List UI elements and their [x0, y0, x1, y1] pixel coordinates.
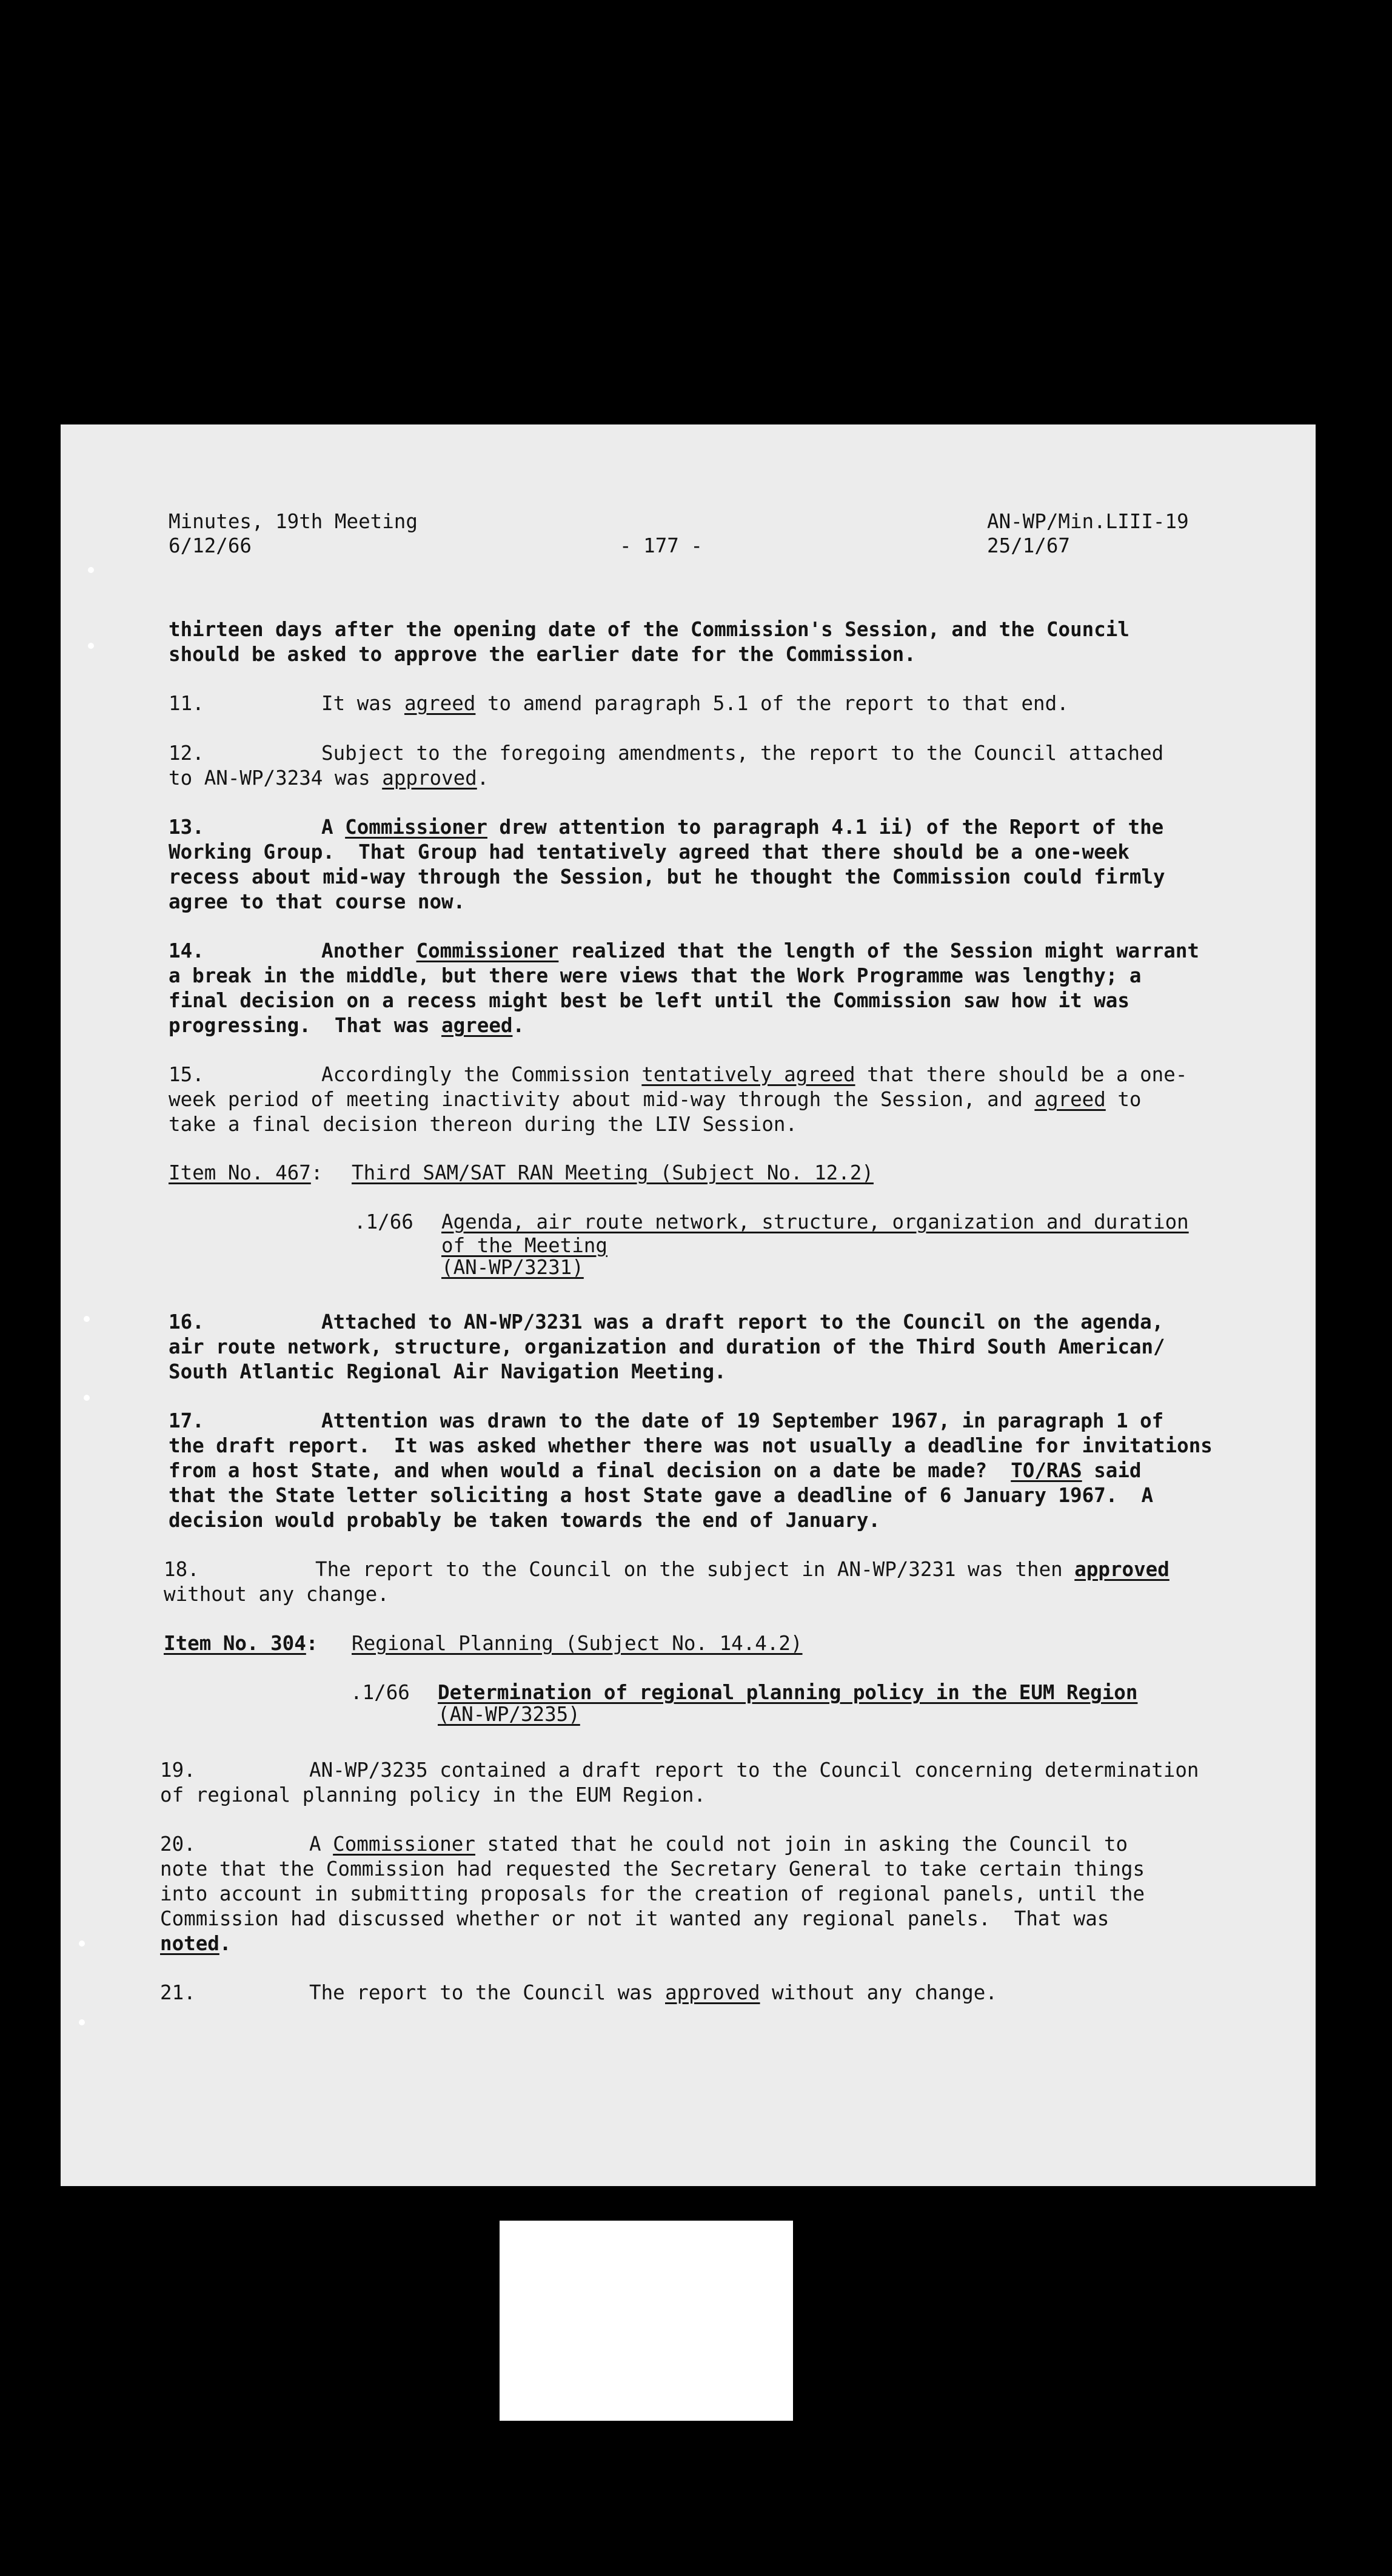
para-19-number: 19.	[160, 1759, 196, 1782]
para-17-line-3: from a host State, and when would a final decision on a date be made? TO/RAS said	[169, 1459, 1142, 1482]
para-17-line-2: the draft report. It was asked whether there was not usually a deadline for invitations	[169, 1434, 1213, 1457]
para-13-line-1: A Commissioner drew attention to paragraph 4.1 ii) of the Report of the	[321, 816, 1164, 839]
para-18-line-2: without any change.	[164, 1583, 389, 1606]
para-17-line-4: that the State letter soliciting a host State gave a deadline of 6 January 1967. A	[169, 1484, 1154, 1507]
margin-speck	[88, 567, 94, 573]
item-467-sub-line-2: of the Meeting	[441, 1234, 607, 1257]
para-14-number: 14.	[169, 939, 204, 962]
para-16-line-2: air route network, structure, organization and duration of the Third South American/	[169, 1335, 1165, 1358]
para-18-number: 18.	[164, 1558, 199, 1581]
margin-speck	[88, 643, 94, 649]
para-13-line-3: recess about mid-way through the Session, but he thought the Commission could firmly	[169, 865, 1165, 888]
item-467-sub-line-1: Agenda, air route network, structure, organization and duration	[441, 1210, 1189, 1233]
para-17-line-5: decision would probably be taken towards the end of January.	[169, 1509, 880, 1532]
para-19-line-2: of regional planning policy in the EUM Region.	[160, 1783, 706, 1806]
para-20-line-4: Commission had discussed whether or not it wanted any regional panels. That was	[160, 1907, 1109, 1930]
margin-speck	[79, 1940, 85, 1947]
para-15-number: 15.	[169, 1063, 204, 1086]
para-13-number: 13.	[169, 816, 204, 839]
para-14-line-4: progressing. That was agreed.	[169, 1014, 525, 1037]
para-14-line-1: Another Commissioner realized that the length of the Session might warrant	[321, 939, 1199, 962]
para-12-line-1: Subject to the foregoing amendments, the report to the Council attached	[321, 742, 1164, 765]
para-17-line-1: Attention was drawn to the date of 19 September 1967, in paragraph 1 of	[321, 1409, 1164, 1432]
para-15-line-2: week period of meeting inactivity about mid-way through the Session, and agreed to	[169, 1088, 1142, 1111]
item-304-sub-ref: (AN-WP/3235)	[438, 1703, 580, 1726]
para-15-line-1: Accordingly the Commission tentatively agreed that there should be a one-	[321, 1063, 1188, 1086]
para-16-line-3: South Atlantic Regional Air Navigation Meeting.	[169, 1360, 726, 1383]
para-20-line-2: note that the Commission had requested the Secretary General to take certain things	[160, 1857, 1145, 1880]
item-304-title: Regional Planning (Subject No. 14.4.2)	[352, 1632, 803, 1655]
margin-speck	[79, 2019, 85, 2025]
continuation-line-2: should be asked to approve the earlier date for the Commission.	[169, 643, 916, 666]
header-right-line1: AN-WP/Min.LIII-19	[987, 510, 1189, 533]
continuation-line-1: thirteen days after the opening date of the Commission's Session, and the Council	[169, 618, 1129, 641]
para-13-line-2: Working Group. That Group had tentatively agreed that there should be a one-week	[169, 840, 1129, 864]
para-20-number: 20.	[160, 1833, 196, 1856]
page-number: - 177 -	[620, 534, 703, 557]
para-16-number: 16.	[169, 1310, 204, 1333]
item-304-sub-number: .1/66	[350, 1681, 410, 1704]
document-page	[61, 424, 1316, 2186]
blank-card	[500, 2221, 793, 2421]
para-11-number: 11.	[169, 692, 204, 715]
para-14-line-3: final decision on a recess might best be left until the Commission saw how it was	[169, 989, 1129, 1012]
para-21-text: The report to the Council was approved without any change.	[309, 1981, 997, 2004]
para-15-line-3: take a final decision thereon during the LIV Session.	[169, 1113, 798, 1136]
item-304-heading: Item No. 304:	[164, 1632, 318, 1655]
margin-speck	[84, 1395, 90, 1401]
para-11-text: It was agreed to amend paragraph 5.1 of the report to that end.	[321, 692, 1069, 715]
para-21-number: 21.	[160, 1981, 196, 2004]
para-13-line-4: agree to that course now.	[169, 890, 466, 913]
para-20-line-5: noted.	[160, 1932, 232, 1955]
para-20-line-3: into account in submitting proposals for the creation of regional panels, until the	[160, 1882, 1145, 1905]
para-20-line-1: A Commissioner stated that he could not join in asking the Council to	[309, 1833, 1128, 1856]
para-18-line-1: The report to the Council on the subject in AN-WP/3231 was then approved	[315, 1558, 1169, 1581]
header-left-line1: Minutes, 19th Meeting	[169, 510, 418, 533]
header-left-line2: 6/12/66	[169, 534, 252, 557]
para-19-line-1: AN-WP/3235 contained a draft report to the Council concerning determination	[309, 1759, 1199, 1782]
item-467-heading: Item No. 467:	[169, 1161, 323, 1184]
para-12-line-2: to AN-WP/3234 was approved.	[169, 766, 489, 790]
para-16-line-1: Attached to AN-WP/3231 was a draft report to the Council on the agenda,	[321, 1310, 1164, 1333]
para-17-number: 17.	[169, 1409, 204, 1432]
item-467-sub-ref: (AN-WP/3231)	[441, 1256, 584, 1279]
header-right-line2: 25/1/67	[987, 534, 1070, 557]
item-467-title: Third SAM/SAT RAN Meeting (Subject No. 12.2)	[352, 1161, 874, 1184]
para-12-number: 12.	[169, 742, 204, 765]
margin-speck	[84, 1316, 90, 1322]
item-467-sub-number: .1/66	[354, 1210, 413, 1233]
item-304-sub-line-1: Determination of regional planning policy in the EUM Region	[438, 1681, 1138, 1704]
para-14-line-2: a break in the middle, but there were views that the Work Programme was lengthy; a	[169, 964, 1142, 987]
